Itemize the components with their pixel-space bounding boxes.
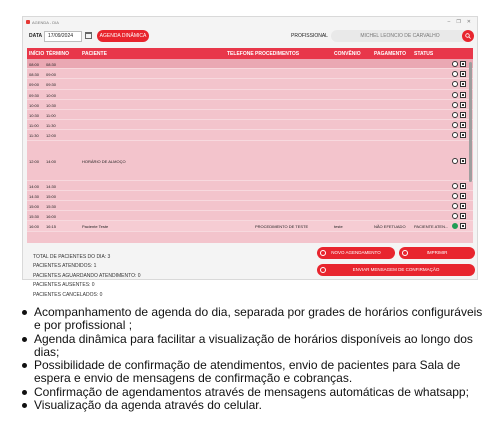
cell-end: 14:30	[46, 183, 57, 189]
plus-icon	[320, 250, 326, 256]
cell-end: 10:00	[46, 92, 57, 98]
row-action-icon[interactable]	[460, 132, 466, 138]
table-row[interactable]	[27, 69, 473, 79]
status-toggle-icon[interactable]	[452, 102, 458, 108]
cell-end: 14:00	[46, 158, 57, 164]
table-row[interactable]	[27, 110, 473, 120]
cell-payment: NÃO EFETUADO	[374, 224, 406, 230]
row-action-icon[interactable]	[460, 102, 466, 108]
date-field[interactable]: 17/09/2024	[44, 31, 82, 42]
cell-start: 16:00	[29, 224, 40, 230]
whatsapp-icon	[320, 267, 326, 273]
search-icon	[465, 33, 471, 39]
col-insurance[interactable]: CONVÊNIO	[334, 51, 361, 57]
row-action-icon[interactable]	[460, 193, 466, 199]
table-row[interactable]	[27, 211, 473, 221]
status-toggle-icon[interactable]	[452, 112, 458, 118]
summary-attended: PACIENTES ATENDIDOS: 1	[33, 263, 97, 270]
feature-item: Confirmação de agendamentos através de mensagens automáticas de whatsapp;	[20, 386, 490, 399]
status-toggle-icon[interactable]	[452, 193, 458, 199]
status-toggle-icon[interactable]	[452, 92, 458, 98]
table-row[interactable]	[27, 100, 473, 110]
cell-end: 08:30	[46, 62, 57, 67]
date-label: DATA	[29, 33, 43, 39]
cell-start: 15:00	[29, 203, 40, 209]
professional-field[interactable]: MICHEL LEONCIO DE CARVALHO	[331, 30, 469, 42]
cell-start: 11:00	[29, 123, 39, 129]
summary-cancelled: PACIENTES CANCELADOS: 0	[33, 291, 103, 298]
cell-end: 10:30	[46, 102, 57, 108]
table-row[interactable]	[27, 59, 473, 69]
table-row[interactable]	[27, 221, 473, 232]
cell-start: 15:30	[29, 214, 40, 220]
row-action-icon[interactable]	[460, 203, 466, 209]
cell-end: 09:30	[46, 82, 57, 88]
calendar-icon[interactable]	[85, 32, 92, 39]
window-controls	[448, 19, 477, 25]
maximize-icon[interactable]: ❐	[456, 19, 461, 25]
status-toggle-icon[interactable]	[452, 122, 458, 128]
cell-status: PACIENTE ATEN...	[414, 224, 449, 230]
new-appointment-label: NOVO AGENDAMENTO	[331, 250, 381, 255]
feature-item: Possibilidade de confirmação de atendimentos, envio de pacientes para Sala de espera e envio de mensagens de confirmação e cobranças.	[20, 359, 490, 386]
cell-start: 08:30	[29, 72, 40, 78]
table-row[interactable]	[27, 120, 473, 130]
cell-start: 08:00	[29, 62, 40, 67]
send-confirmation-label: ENVIAR MENSAGEM DE CONFIRMAÇÃO	[352, 267, 440, 272]
grid-rows	[27, 59, 473, 232]
print-icon	[402, 250, 408, 256]
cell-insurance: teste	[334, 224, 343, 230]
grid-scrollbar[interactable]	[469, 62, 472, 182]
status-toggle-icon[interactable]	[452, 71, 458, 77]
cell-patient: Paciente Teste	[82, 224, 109, 230]
minimize-icon[interactable]: –	[447, 19, 451, 25]
cell-start: 09:30	[29, 92, 40, 98]
print-label: IMPRIMIR	[426, 250, 448, 255]
cell-start: 10:30	[29, 112, 40, 118]
table-row[interactable]	[27, 90, 473, 100]
title-bar	[23, 17, 477, 27]
table-row[interactable]	[27, 130, 473, 140]
features-list	[20, 306, 490, 412]
table-row[interactable]	[27, 191, 473, 201]
row-action-icon[interactable]	[460, 122, 466, 128]
professional-label: PROFISSIONAL	[291, 33, 328, 39]
send-confirmation-button[interactable]	[317, 264, 475, 276]
table-row[interactable]	[27, 201, 473, 211]
row-action-icon[interactable]	[460, 92, 466, 98]
cell-end: 09:00	[46, 72, 57, 78]
row-action-icon[interactable]	[460, 223, 466, 229]
cell-end: 16:15	[46, 224, 57, 230]
print-button[interactable]	[399, 247, 475, 259]
cell-start: 11:30	[29, 133, 39, 139]
cell-start: 09:00	[29, 82, 40, 88]
row-action-icon[interactable]	[460, 213, 466, 219]
col-start[interactable]: INÍCIO	[29, 51, 45, 57]
window-title: AGENDA - DIA	[32, 19, 59, 25]
app-icon	[26, 20, 30, 24]
grid-header	[27, 48, 473, 59]
cell-end: 16:00	[46, 214, 57, 220]
table-row[interactable]	[27, 79, 473, 89]
cell-start: 14:30	[29, 193, 40, 199]
status-toggle-icon[interactable]	[452, 203, 458, 209]
cell-end: 11:30	[46, 123, 56, 129]
summary-panel	[33, 253, 141, 300]
summary-waiting: PACIENTES AGUARDANDO ATENDIMENTO: 0	[33, 272, 141, 279]
cell-start: 10:00	[29, 102, 40, 108]
cell-end: 15:00	[46, 193, 57, 199]
row-action-icon[interactable]	[460, 71, 466, 77]
new-appointment-button[interactable]	[317, 247, 395, 259]
row-action-icon[interactable]	[460, 81, 466, 87]
agenda-window	[22, 16, 478, 298]
dynamic-agenda-button[interactable]: AGENDA DINÂMICA	[97, 30, 149, 42]
cell-start: 14:00	[29, 183, 40, 189]
col-phone[interactable]: TELEFONE	[227, 51, 254, 57]
row-action-icon[interactable]	[460, 112, 466, 118]
feature-item: Agenda dinâmica para facilitar a visualização de horários disponíveis ao longo dos dias;	[20, 333, 490, 360]
summary-total: TOTAL DE PACIENTES DO DIA: 3	[33, 254, 111, 260]
cell-patient: HORÁRIO DE ALMOÇO	[82, 158, 126, 164]
row-action-icon[interactable]	[460, 61, 466, 67]
col-status[interactable]: STATUS	[414, 51, 434, 57]
status-toggle-icon[interactable]	[452, 132, 458, 138]
table-row[interactable]	[27, 181, 473, 191]
feature-item: Acompanhamento de agenda do dia, separada por grades de horários configuráveis e por profissional ;	[20, 306, 490, 333]
status-toggle-icon[interactable]	[452, 183, 458, 189]
cell-end: 12:00	[46, 133, 57, 139]
close-icon[interactable]: ✕	[466, 19, 471, 25]
status-toggle-icon[interactable]	[452, 158, 458, 164]
table-row[interactable]	[27, 141, 473, 181]
row-action-icon[interactable]	[460, 158, 466, 164]
status-toggle-icon[interactable]	[452, 81, 458, 87]
col-patient[interactable]: PACIENTE	[82, 51, 107, 57]
status-toggle-icon[interactable]	[452, 213, 458, 219]
row-action-icon[interactable]	[460, 183, 466, 189]
search-button[interactable]	[462, 30, 474, 42]
col-procedures[interactable]: PROCEDIMENTOS	[255, 51, 300, 57]
cell-procedure: PROCEDIMENTO DE TESTE	[255, 224, 309, 230]
summary-absent: PACIENTES AUSENTES: 0	[33, 282, 95, 289]
status-toggle-icon[interactable]	[452, 223, 458, 229]
cell-end: 11:00	[46, 112, 56, 118]
col-end[interactable]: TÉRMINO	[46, 51, 70, 57]
schedule-grid	[27, 48, 473, 243]
status-toggle-icon[interactable]	[452, 61, 458, 67]
toolbar	[23, 29, 477, 45]
cell-end: 15:30	[46, 203, 57, 209]
cell-start: 12:00	[29, 158, 40, 164]
col-payment[interactable]: PAGAMENTO	[374, 51, 407, 57]
feature-item: Visualização da agenda através do celular.	[20, 399, 490, 412]
